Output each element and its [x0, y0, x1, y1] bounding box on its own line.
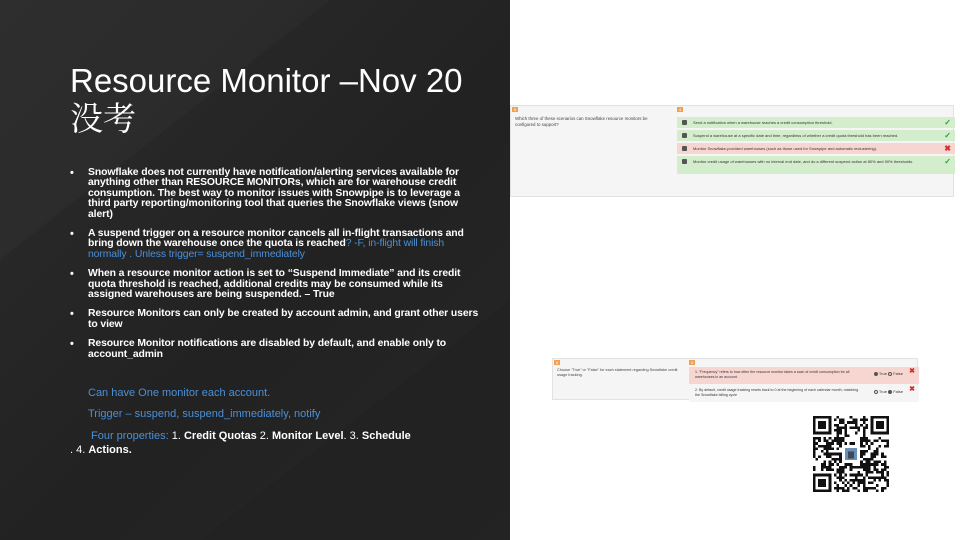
check-icon: ✓	[944, 157, 951, 166]
bullet-item	[70, 339, 480, 360]
statement-row	[689, 367, 919, 384]
qr-code-icon	[813, 416, 889, 492]
properties-end: .	[128, 444, 132, 456]
property-number: . 3.	[343, 430, 359, 442]
false-label: False	[893, 389, 903, 395]
true-label: True	[878, 389, 887, 395]
answer-option[interactable]	[677, 156, 955, 174]
property-number: 2.	[259, 430, 269, 442]
checkbox-icon[interactable]	[682, 120, 687, 125]
extra-note-triggers: Trigger – suspend, suspend_immediately, notify	[88, 408, 321, 420]
property-monitor-level: Monitor Level	[272, 430, 344, 442]
true-false-choice[interactable]	[874, 390, 903, 395]
property-actions: Actions	[88, 444, 129, 456]
question-number-badge: 6	[555, 360, 559, 365]
option-text: Monitor Snowflake-provided warehouses (such as those used for Snowpipe and automatic reclustering).	[693, 146, 878, 151]
answer-option[interactable]	[677, 130, 955, 141]
true-label: True	[878, 371, 887, 377]
statement-row	[689, 385, 919, 402]
option-text: Monitor credit usage of warehouses with no interval end date, and do a different suspend action at 80% and 90% thresholds.	[693, 159, 914, 164]
property-number: 1.	[171, 430, 181, 442]
cross-icon: ✖	[909, 368, 915, 375]
checkbox-icon[interactable]	[682, 133, 687, 138]
bullet-item	[70, 309, 480, 330]
question-2-card	[552, 358, 918, 400]
property-number: . 4.	[70, 444, 86, 456]
bullet-list	[70, 168, 480, 369]
bullet-text: Resource Monitors can only be created by account admin, and grant other users to view	[88, 308, 479, 330]
checkbox-icon[interactable]	[682, 146, 687, 151]
checkbox-icon[interactable]	[682, 159, 687, 164]
bullet-item	[70, 229, 480, 260]
answer-option[interactable]	[677, 117, 955, 128]
answer-badge: 4	[690, 360, 694, 365]
radio-false[interactable]	[888, 372, 892, 376]
radio-true[interactable]	[874, 372, 878, 376]
answer-option[interactable]	[677, 143, 955, 154]
question-prompt: Which three of these scenarios can Snowflake resource monitors be configured to support?	[515, 116, 648, 127]
option-text: Suspend a warehouse at a specific date and time, regardless of whether a credit quota threshold has been reached.	[693, 133, 899, 138]
bullet-item	[70, 168, 480, 220]
property-credit-quotas: Credit Quotas	[183, 430, 257, 442]
check-icon: ✓	[944, 118, 951, 127]
true-false-choice[interactable]	[874, 372, 903, 377]
bullet-text: Snowflake does not currently have notification/alerting services available for anything other than RESOURCE MONITORs, which are for warehouse credit consumption. The best way to monitor issues with Snowpipe is to leverage a third party reporting/monitoring tool that queries the Snowflake views (snow alert)	[88, 167, 460, 220]
question-1-card	[510, 105, 954, 197]
bullet-text: When a resource monitor action is set to “Suspend Immediate” and its credit quota threshold is reached, additional credits may be consumed while its assigned warehouses are being suspended. – True	[88, 268, 461, 301]
statement-text: 2. By default, credit usage tracking resets back to 0 at the beginning of each calendar month, matching the Snowflake billing cycle	[695, 388, 859, 397]
extra-note-monitor-count: Can have One monitor each account.	[88, 387, 271, 399]
slide-title: Resource Monitor –Nov 20没考	[70, 62, 463, 137]
option-text: Send a notification when a warehouse reaches a credit consumption threshold.	[693, 120, 833, 125]
answer-badge: 4	[678, 107, 682, 112]
bullet-text: A suspend trigger on a resource monitor cancels all in-flight transactions and bring down the warehouse once the quota is reached	[88, 228, 464, 250]
cross-icon: ✖	[944, 144, 951, 153]
bullet-note: ? -F, in-flight will finish normally . Unless trigger= suspend_immediately	[88, 238, 445, 260]
radio-true[interactable]	[874, 390, 878, 394]
radio-false[interactable]	[888, 390, 892, 394]
statement-text: 1. "Frequency" refers to how often the resource monitor takes a scan of credit consumption for all warehouses in an account.	[695, 370, 850, 379]
cross-icon: ✖	[909, 386, 915, 393]
properties-line	[70, 429, 490, 457]
properties-label: Four properties:	[91, 430, 169, 442]
check-icon: ✓	[944, 131, 951, 140]
false-label: False	[893, 371, 903, 377]
property-schedule: Schedule	[361, 430, 411, 442]
question-number-badge: 5	[513, 107, 517, 112]
question-prompt: Choose "True" or "False" for each statement regarding Snowflake credit usage tracking.	[557, 368, 678, 377]
bullet-item	[70, 269, 480, 300]
bullet-text: Resource Monitor notifications are disabled by default, and enable only to account_admin	[88, 338, 447, 360]
